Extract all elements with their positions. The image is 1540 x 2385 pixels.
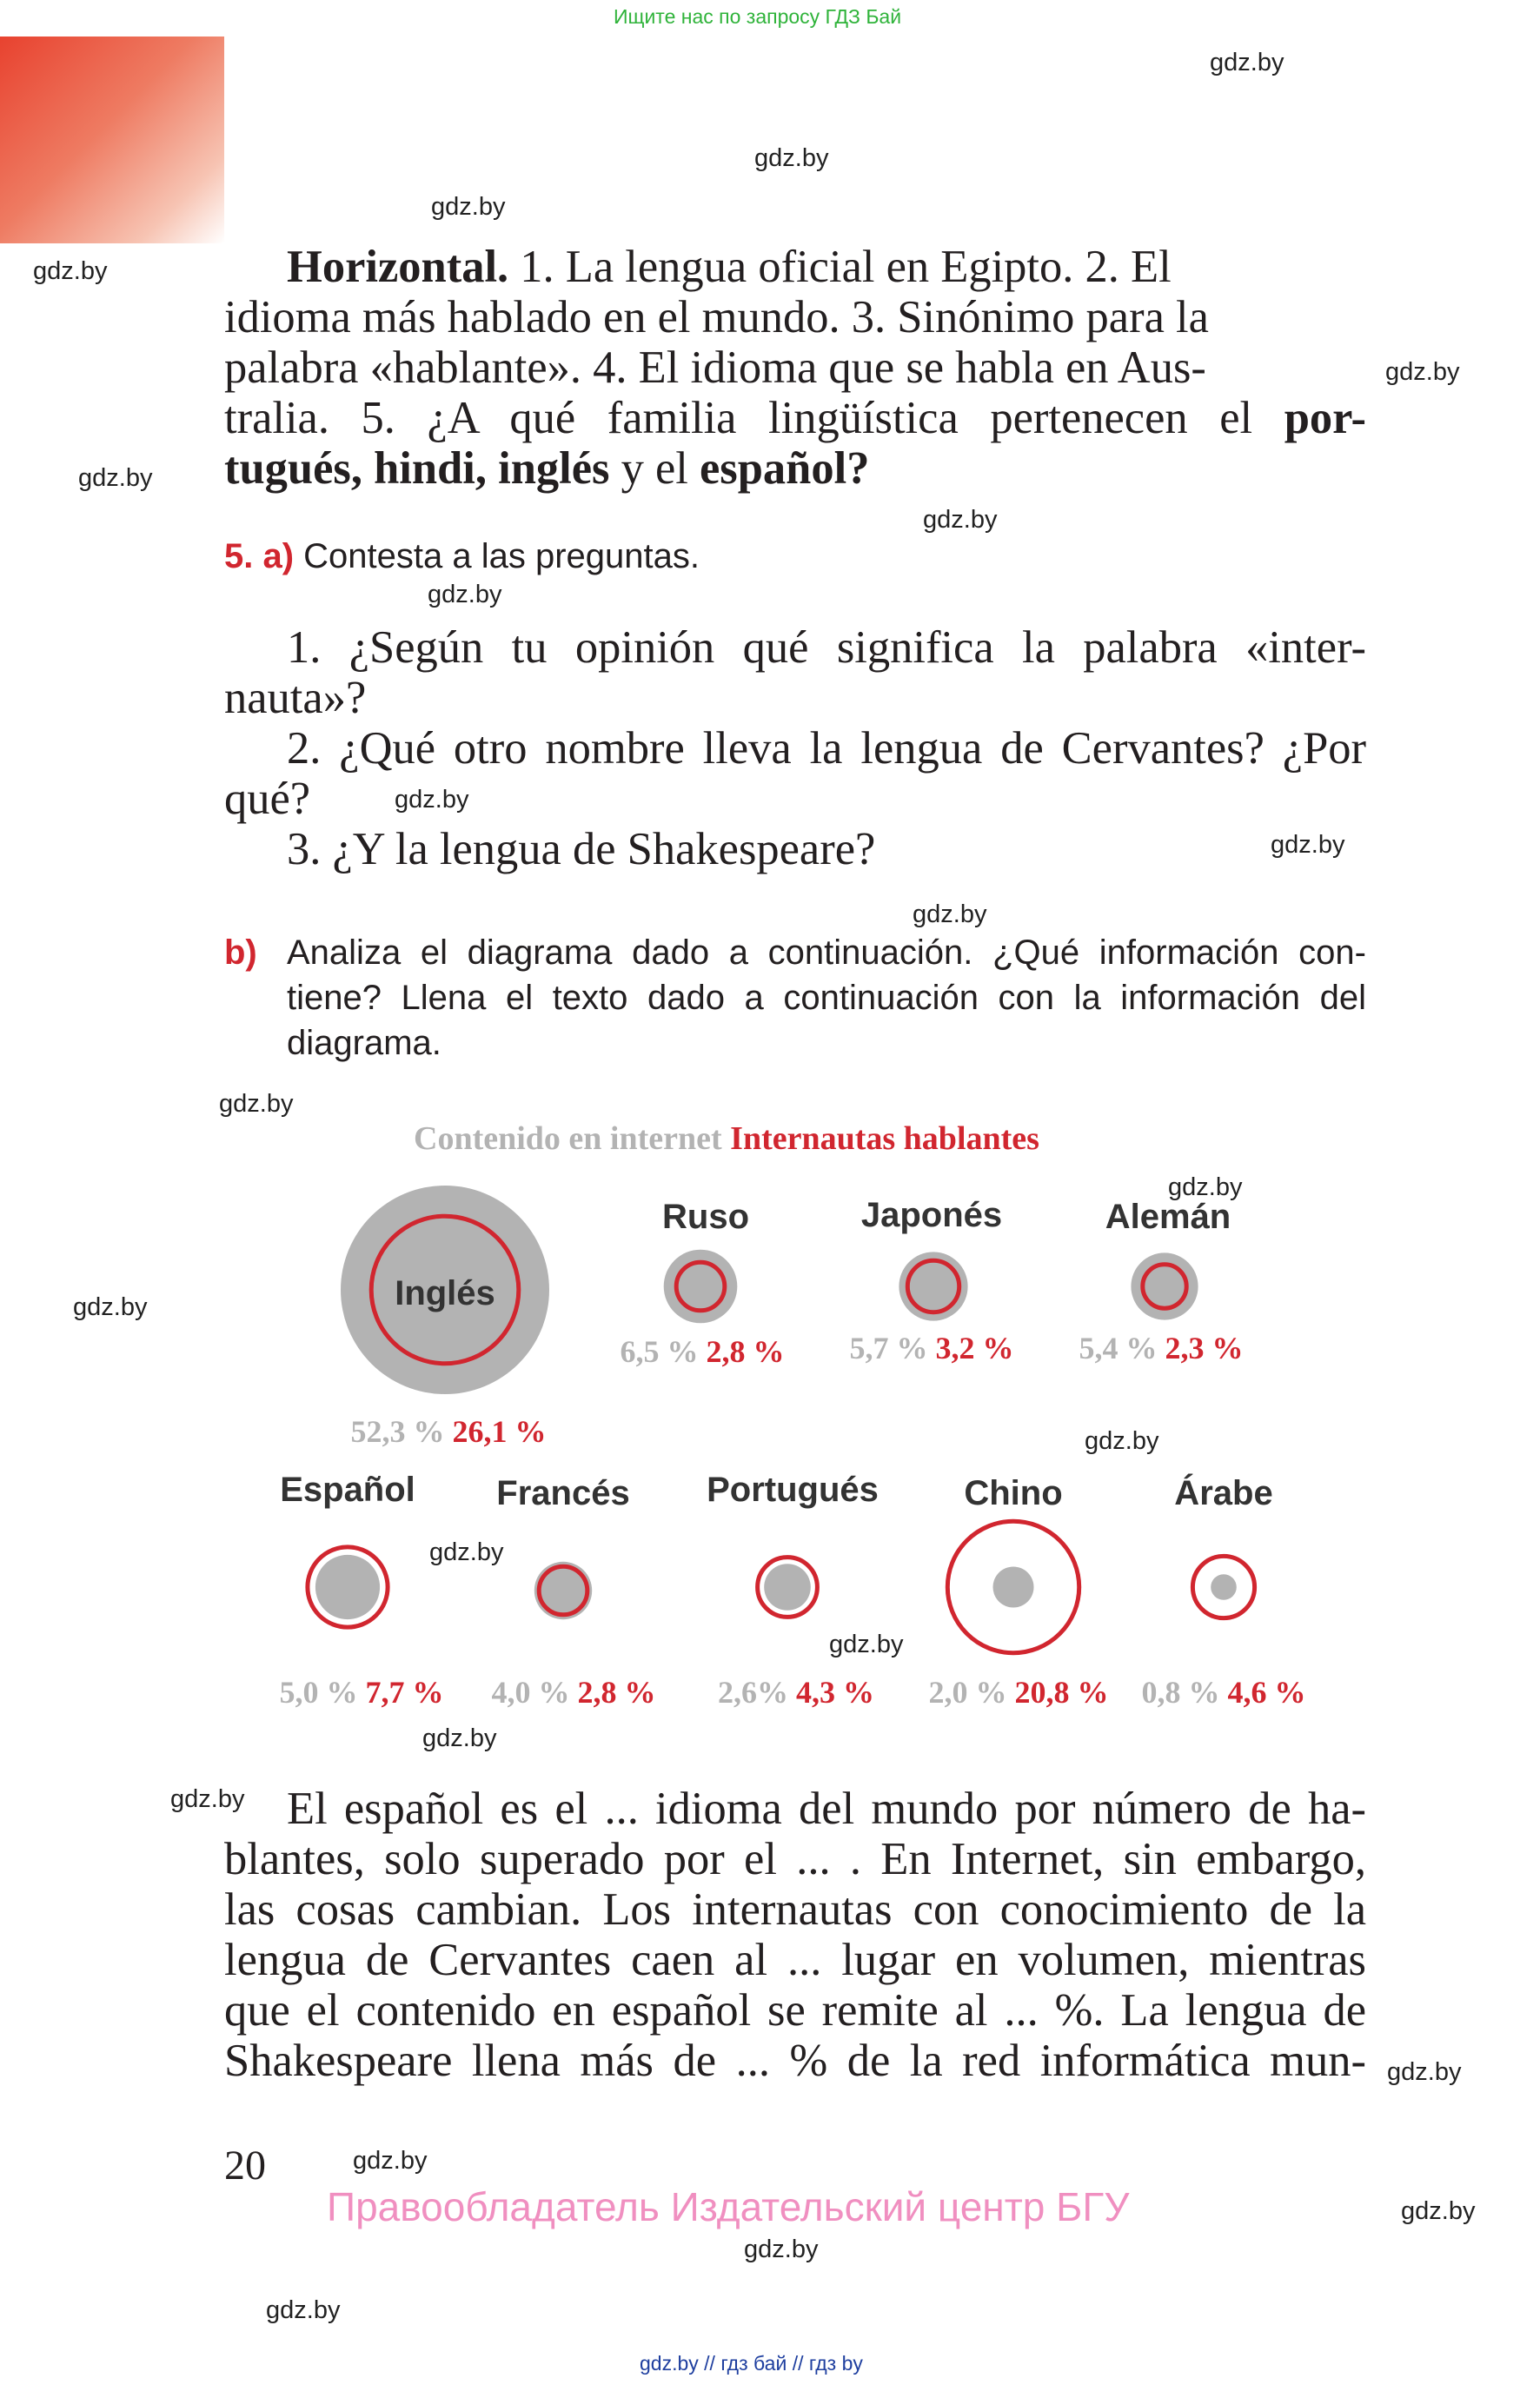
watermark: gdz.by	[266, 2296, 341, 2324]
watermark: gdz.by	[1210, 49, 1284, 76]
label-espanol: Español	[280, 1471, 415, 1509]
task-5a-text: Contesta a las preguntas.	[303, 537, 700, 575]
pct-ingles: 52,3 % 26,1 %	[350, 1414, 547, 1449]
watermark: gdz.by	[395, 786, 469, 814]
fill-line: las cosas cambian. Los internautas con conocimiento de la	[224, 1884, 1366, 1935]
watermark: gdz.by	[78, 464, 153, 492]
fill-line: El español es el ... idioma del mundo por número de ha-	[287, 1784, 1366, 1834]
bubble-content-8	[1211, 1574, 1237, 1600]
label-portugues: Portugués	[707, 1471, 879, 1509]
page-number: 20	[224, 2143, 266, 2189]
question-line: qué?	[224, 774, 311, 824]
question-line: 1. ¿Según tu opinión qué significa la palabra «inter-	[287, 622, 1366, 673]
copyright: Правообладатель Издательский центр БГУ	[327, 2184, 1130, 2229]
bubble-content-4	[315, 1555, 380, 1619]
watermark: gdz.by	[428, 581, 502, 608]
watermark: gdz.by	[422, 1724, 497, 1752]
watermark: gdz.by	[353, 2147, 428, 2175]
pct-frances: 4,0 % 2,8 %	[491, 1675, 656, 1710]
footer-links[interactable]: gdz.by // гдз бай // гдз by	[640, 2352, 863, 2375]
watermark: gdz.by	[219, 1090, 294, 1118]
watermark: gdz.by	[170, 1785, 245, 1813]
task-5b-label: b)	[224, 933, 257, 972]
pct-japones: 5,7 % 3,2 %	[849, 1331, 1014, 1365]
bubble-content-7	[993, 1567, 1034, 1608]
pct-arabe: 0,8 % 4,6 %	[1141, 1675, 1306, 1710]
label-arabe: Árabe	[1174, 1474, 1273, 1512]
question-line: 3. ¿Y la lengua de Shakespeare?	[287, 824, 876, 874]
horizontal-line: palabra «hablante». 4. El idioma que se habla en Aus-	[224, 342, 1206, 393]
pct-ruso: 6,5 % 2,8 %	[620, 1334, 785, 1369]
question-line: 2. ¿Qué otro nombre lleva la lengua de Cervantes? ¿Por	[287, 723, 1366, 774]
watermark: gdz.by	[1387, 2058, 1462, 2086]
watermark: gdz.by	[1085, 1427, 1159, 1455]
fill-text	[224, 1784, 1366, 2086]
top-notice: Ищите нас по запросу ГДЗ Бай	[614, 5, 902, 28]
horizontal-line: tralia. 5. ¿A qué familia lingüística pertenecen el por-	[224, 393, 1366, 443]
label-frances: Francés	[496, 1474, 630, 1512]
watermark: gdz.by	[1168, 1173, 1243, 1201]
watermark: gdz.by	[754, 144, 829, 172]
watermark: gdz.by	[913, 900, 987, 928]
watermark: gdz.by	[33, 257, 108, 285]
task-5b-text: Analiza el diagrama dado a continuación. ¿Qué información con- tiene? Llena el texto dado a continuación con la información del diagrama.	[287, 933, 1366, 1062]
watermark: gdz.by	[73, 1293, 148, 1321]
bubble-content-6	[764, 1564, 811, 1611]
label-japones: Japonés	[860, 1196, 1003, 1234]
fill-line: blantes, solo superado por el ... . En Internet, sin embargo,	[224, 1834, 1366, 1884]
fill-line: que el contenido en español se remite al ... %. La lengua de	[224, 1985, 1366, 2036]
chart-title-content: Contenido en internet	[414, 1120, 722, 1157]
fill-line: lengua de Cervantes caen al ... lugar en volumen, mientras	[224, 1935, 1366, 1985]
question-line: nauta»?	[224, 673, 367, 723]
watermark: gdz.by	[1401, 2197, 1476, 2225]
horizontal-label: Horizontal.	[287, 242, 509, 292]
watermark: gdz.by	[431, 193, 506, 221]
horizontal-line: Horizontal. 1. La lengua oficial en Egipto. 2. El	[287, 242, 1172, 292]
pct-portugues: 2,6% 4,3 %	[718, 1675, 874, 1710]
label-ingles: Inglés	[395, 1274, 495, 1312]
horizontal-line: tugués, hindi, inglés y el español?	[224, 443, 870, 494]
horizontal-line: idioma más hablado en el mundo. 3. Sinónimo para la	[224, 292, 1209, 342]
label-ruso: Ruso	[662, 1198, 749, 1236]
label-aleman: Alemán	[1105, 1198, 1231, 1236]
chart-title-users: Internautas hablantes	[730, 1120, 1039, 1157]
watermark: gdz.by	[429, 1538, 504, 1566]
watermark: gdz.by	[1385, 358, 1460, 386]
pct-chino: 2,0 % 20,8 %	[928, 1675, 1109, 1710]
label-chino: Chino	[964, 1474, 1063, 1512]
fill-line: Shakespeare llena más de ... % de la red informática mun-	[224, 2036, 1366, 2086]
task-5a-label: 5. a)	[224, 537, 295, 575]
watermark: gdz.by	[1271, 831, 1345, 859]
watermark: gdz.by	[829, 1631, 904, 1658]
watermark: gdz.by	[744, 2236, 819, 2263]
pct-espanol: 5,0 % 7,7 %	[279, 1675, 444, 1710]
pct-aleman: 5,4 % 2,3 %	[1079, 1331, 1244, 1365]
bubble-content-5	[534, 1562, 592, 1619]
watermark: gdz.by	[923, 506, 998, 534]
